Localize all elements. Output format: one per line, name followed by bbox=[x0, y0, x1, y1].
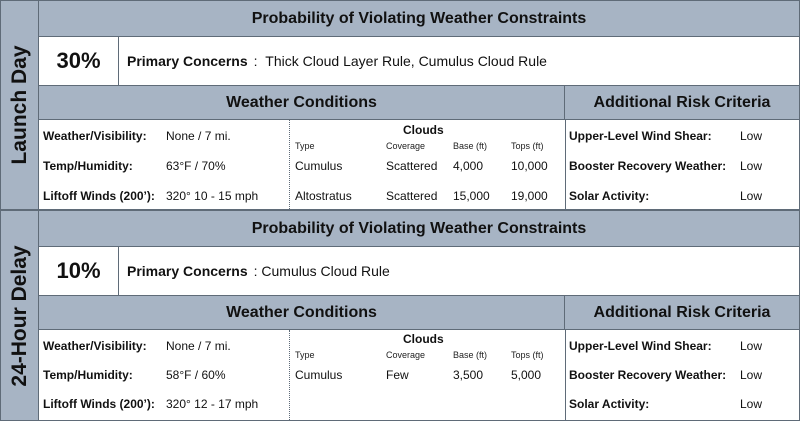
wx-value: None / 7 mi. bbox=[166, 339, 231, 353]
cloud-tops: 5,000 bbox=[511, 368, 542, 382]
risk-value: Low bbox=[740, 159, 763, 173]
primary-concerns bbox=[127, 247, 390, 295]
divider bbox=[289, 330, 290, 420]
cloud-base: 15,000 bbox=[453, 189, 490, 203]
wx-label: Temp/Humidity: bbox=[43, 368, 133, 382]
risk-value: Low bbox=[740, 368, 763, 382]
cloud-col-coverage: Coverage bbox=[386, 141, 426, 151]
primary-concerns-colon: : bbox=[253, 263, 262, 279]
launch-day-section bbox=[0, 0, 800, 210]
conditions-grid bbox=[39, 120, 799, 209]
side-band bbox=[1, 211, 39, 420]
wx-label: Weather/Visibility: bbox=[43, 129, 147, 143]
primary-concerns-text: Thick Cloud Layer Rule, Cumulus Cloud Rule bbox=[265, 53, 547, 69]
primary-concerns-label: Primary Concerns bbox=[127, 53, 248, 69]
clouds-header: Clouds bbox=[403, 123, 444, 137]
probability-value: 10% bbox=[39, 247, 119, 295]
cloud-col-type: Type bbox=[295, 141, 315, 151]
wx-label: Weather/Visibility: bbox=[43, 339, 147, 353]
risk-value: Low bbox=[740, 339, 763, 353]
cloud-col-tops: Tops (ft) bbox=[511, 141, 544, 151]
probability-value: 30% bbox=[39, 37, 119, 85]
cloud-type: Cumulus bbox=[295, 159, 343, 173]
side-band bbox=[1, 1, 39, 209]
cloud-type: Altostratus bbox=[295, 189, 352, 203]
cloud-tops: 10,000 bbox=[511, 159, 548, 173]
probability-header: Probability of Violating Weather Constraints bbox=[39, 1, 799, 37]
risk-value: Low bbox=[740, 129, 763, 143]
risk-label: Solar Activity: bbox=[569, 397, 650, 411]
cloud-col-base: Base (ft) bbox=[453, 141, 488, 151]
side-label: Launch Day bbox=[7, 45, 31, 165]
cloud-base: 3,500 bbox=[453, 368, 484, 382]
cloud-tops: 19,000 bbox=[511, 189, 548, 203]
cloud-col-base: Base (ft) bbox=[453, 350, 488, 360]
wx-value: 63°F / 70% bbox=[166, 159, 226, 173]
risk-label: Booster Recovery Weather: bbox=[569, 368, 727, 382]
primary-concerns-text: Cumulus Cloud Rule bbox=[261, 263, 390, 279]
wx-value: None / 7 mi. bbox=[166, 129, 231, 143]
divider bbox=[565, 120, 566, 209]
wx-value: 320° 12 - 17 mph bbox=[166, 397, 259, 411]
risk-value: Low bbox=[740, 189, 763, 203]
cloud-col-tops: Tops (ft) bbox=[511, 350, 544, 360]
cloud-type: Cumulus bbox=[295, 368, 343, 382]
risk-label: Upper-Level Wind Shear: bbox=[569, 339, 712, 353]
wx-value: 320° 10 - 15 mph bbox=[166, 189, 259, 203]
clouds-header: Clouds bbox=[403, 332, 444, 346]
primary-concerns-colon: : bbox=[253, 53, 266, 69]
divider bbox=[289, 120, 290, 209]
risk-label: Upper-Level Wind Shear: bbox=[569, 129, 712, 143]
cloud-base: 4,000 bbox=[453, 159, 484, 173]
wx-label: Liftoff Winds (200’): bbox=[43, 189, 155, 203]
cloud-coverage: Scattered bbox=[386, 159, 438, 173]
cloud-coverage: Scattered bbox=[386, 189, 438, 203]
conditions-grid bbox=[39, 330, 799, 420]
side-label: 24-Hour Delay bbox=[7, 244, 31, 387]
probability-row bbox=[39, 37, 799, 86]
wx-label: Temp/Humidity: bbox=[43, 159, 133, 173]
wx-label: Liftoff Winds (200’): bbox=[43, 397, 155, 411]
probability-row bbox=[39, 247, 799, 296]
cloud-coverage: Few bbox=[386, 368, 409, 382]
primary-concerns bbox=[127, 37, 547, 85]
divider bbox=[565, 330, 566, 420]
risk-value: Low bbox=[740, 397, 763, 411]
delay-section bbox=[0, 210, 800, 421]
risk-criteria-header: Additional Risk Criteria bbox=[565, 296, 799, 330]
weather-conditions-header: Weather Conditions bbox=[39, 296, 565, 330]
cloud-col-type: Type bbox=[295, 350, 315, 360]
cloud-col-coverage: Coverage bbox=[386, 350, 426, 360]
probability-header: Probability of Violating Weather Constraints bbox=[39, 211, 799, 247]
primary-concerns-label: Primary Concerns bbox=[127, 263, 248, 279]
risk-criteria-header: Additional Risk Criteria bbox=[565, 86, 799, 120]
weather-conditions-header: Weather Conditions bbox=[39, 86, 565, 120]
wx-value: 58°F / 60% bbox=[166, 368, 226, 382]
risk-label: Booster Recovery Weather: bbox=[569, 159, 727, 173]
risk-label: Solar Activity: bbox=[569, 189, 650, 203]
